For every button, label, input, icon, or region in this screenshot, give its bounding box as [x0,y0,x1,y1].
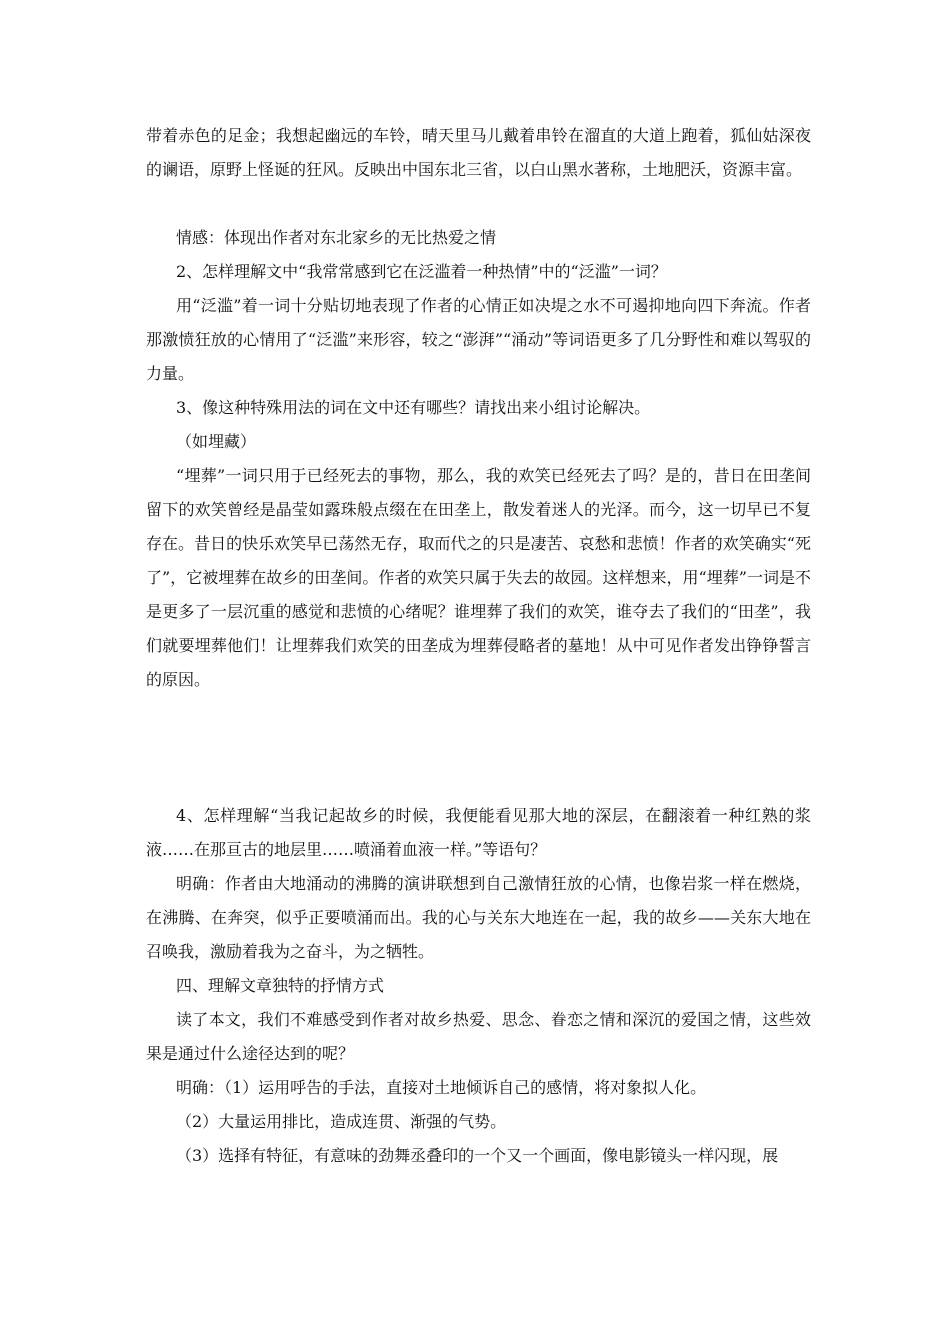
question-2: 2、怎样理解文中“我常常感到它在泛滥着一种热情”中的“泛滥”一词？ [176,262,667,281]
question-3-hint: （如埋藏） [176,432,257,451]
section-4-answer-1: 明确：（1）运用呼告的手法，直接对土地倾诉自己的感情，将对象拟人化。 [176,1078,707,1097]
question-4: 4、怎样理解“当我记起故乡的时候，我便能看见那大地的深层，在翻滚着一种红熟的浆液……在那亘古的地层里……喷涌着血液一样。”等语句？ [146,806,811,859]
answer-4: 明确：作者由大地涌动的沸腾的演讲联想到自己激情狂放的心情，也像岩浆一样在燃烧，在沸腾、在奔突，似乎正要喷涌而出。我的心与关东大地连在一起，我的故乡——关东大地在召唤我，激励着我为之奋斗，为之牺牲。 [146,874,811,961]
answer-3: “埋葬”一词只用于已经死去的事物，那么，我的欢笑已经死去了吗？是的，昔日在田垄间留下的欢笑曾经是晶莹如露珠般点缀在在田垄上，散发着迷人的光泽。而今，这一切早已不复存在。昔日的快乐欢笑早已荡然无存，取而代之的只是凄苦、哀愁和悲愤！作者的欢笑确实“死了”，它被埋葬在故乡的田垄间。作者的欢笑只属于失去的故园。这样想来，用“埋葬”一词是不是更多了一层沉重的感觉和悲愤的心绪呢？谁埋葬了我们的欢笑，谁夺去了我们的“田垄”，我们就要埋葬他们！让埋葬我们欢笑的田垄成为埋葬侵略者的墓地！从中可见作者发出铮铮誓言的原因。 [146,466,811,689]
answer-2: 用“泛滥”着一词十分贴切地表现了作者的心情正如决堤之水不可遏抑地向四下奔流。作者那激愤狂放的心情用了“泛滥”来形容，较之“澎湃”“涌动”等词语更多了几分野性和难以驾驭的力量。 [146,296,811,383]
paragraph-emotion: 情感：体现出作者对东北家乡的无比热爱之情 [176,228,497,247]
paragraph-continuation: 带着赤色的足金；我想起幽远的车铃，晴天里马儿戴着串铃在溜直的大道上跑着，狐仙姑深夜的谰语，原野上怪诞的狂风。反映出中国东北三省，以白山黑水著称，土地肥沃，资源丰富。 [146,126,811,179]
section-heading-4: 四、理解文章独特的抒情方式 [176,976,385,995]
section-4-answer-2: （2）大量运用排比，造成连贯、渐强的气势。 [176,1112,507,1131]
question-3: 3、像这种特殊用法的词在文中还有哪些？请找出来小组讨论解决。 [176,398,651,417]
section-4-question: 读了本文，我们不难感受到作者对故乡热爱、思念、眷恋之情和深沉的爱国之情，这些效果是通过什么途径达到的呢？ [146,1010,811,1063]
section-4-answer-3: （3）选择有特征，有意味的劲舞丞叠印的一个又一个画面，像电影镜头一样闪现，展 [176,1146,779,1165]
